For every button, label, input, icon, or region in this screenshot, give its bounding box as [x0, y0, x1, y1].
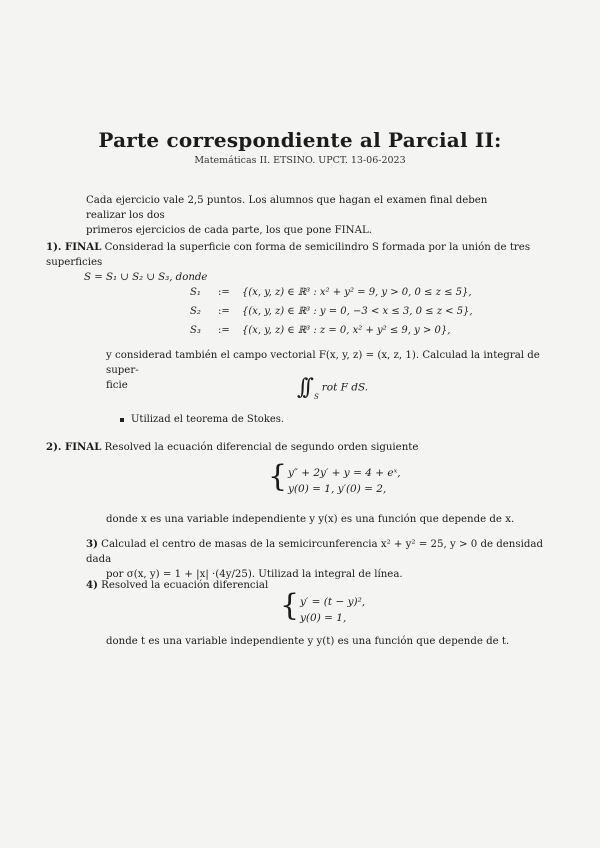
intro-paragraph [86, 193, 526, 238]
definition-row [190, 321, 473, 340]
intro-line-1: Cada ejercicio vale 2,5 puntos. Los alumnos que hagan el examen final deben realizar los dos [86, 195, 488, 221]
bullet-dot [120, 418, 124, 422]
exercise-2-text-1: Resolved la ecuación diferencial de segundo orden siguiente [104, 442, 419, 453]
page-subtitle: Matemáticas II. ETSINO. UPCT. 13-06-2023 [194, 155, 406, 166]
integral-sign: ∫∫ [297, 375, 308, 400]
exercise-1-label: 1). FINAL [46, 241, 102, 253]
ode-2-eq-2: y(0) = 1, y′(0) = 2, [288, 483, 387, 495]
exercise-3-statement [86, 537, 556, 582]
def-lhs: S₁ [190, 287, 201, 298]
surface-definitions [190, 283, 473, 340]
hint-bullet [120, 414, 284, 425]
ode-system-4 [290, 594, 365, 626]
surface-integral [297, 375, 368, 401]
exercise-4-text-2: donde t es una variable independiente y y(t) es una función que depende de t. [106, 636, 510, 647]
intro-line-2: primeros ejercicios de cada parte, los que pone FINAL. [86, 225, 372, 236]
brace-icon: { [268, 459, 288, 494]
page-title: Parte correspondiente al Parcial II: [98, 128, 502, 152]
exercise-4-statement [86, 578, 556, 593]
def-op: := [218, 287, 230, 298]
integral-subscript: S [313, 392, 319, 401]
def-op: := [218, 325, 230, 336]
exercise-3-text-2: por σ(x, y) = 1 + |x| ·(4y/25). Utilizad la integral de línea. [106, 569, 403, 580]
brace-icon: { [280, 588, 300, 623]
exercise-1-text-1: Considerad la superficie con forma de semicilindro S formada por la unión de tres superficies [46, 242, 531, 268]
exercise-2-statement [46, 440, 536, 455]
def-op: := [218, 306, 230, 317]
def-rhs: {(x, y, z) ∈ ℝ³ : y = 0, −3 < x ≤ 3, 0 ≤ z < 5}, [242, 306, 473, 317]
ode-system-2 [278, 465, 401, 497]
ode-2-eq-1: y″ + 2y′ + y = 4 + eˣ, [288, 467, 401, 479]
exercise-1-text-2: S = S₁ ∪ S₂ ∪ S₃, donde [84, 272, 208, 283]
exercise-4-label: 4) [86, 579, 98, 591]
exercise-3-text-1: Calculad el centro de masas de la semicircunferencia x² + y² = 25, y > 0 de densidad dada [86, 539, 543, 565]
exercise-1-statement [46, 240, 536, 285]
definition-row [190, 302, 473, 321]
exercise-1-text-3: y considerad también el campo vectorial F(x, y, z) = (x, z, 1). Calculad la integral de super- [106, 350, 540, 376]
def-lhs: S₃ [190, 325, 201, 336]
hint-text: Utilizad el teorema de Stokes. [131, 414, 285, 425]
definition-row [190, 283, 473, 302]
integral-body: rot F dS. [321, 381, 369, 394]
exercise-3-label: 3) [86, 538, 98, 550]
exercise-2-label: 2). FINAL [46, 441, 102, 453]
def-rhs: {(x, y, z) ∈ ℝ³ : x² + y² = 9, y > 0, 0 ≤ z ≤ 5}, [242, 287, 472, 298]
exercise-4-text-1: Resolved la ecuación diferencial [101, 580, 269, 591]
def-lhs: S₂ [190, 306, 201, 317]
ode-4-eq-2: y(0) = 1, [300, 612, 347, 624]
exercise-2-text-2: donde x es una variable independiente y y(x) es una función que depende de x. [106, 514, 515, 525]
ode-4-eq-1: y′ = (t − y)², [300, 596, 366, 608]
exercise-1-text-4: ficie [106, 380, 128, 391]
def-rhs: {(x, y, z) ∈ ℝ³ : z = 0, x² + y² ≤ 9, y > 0}, [242, 325, 451, 336]
